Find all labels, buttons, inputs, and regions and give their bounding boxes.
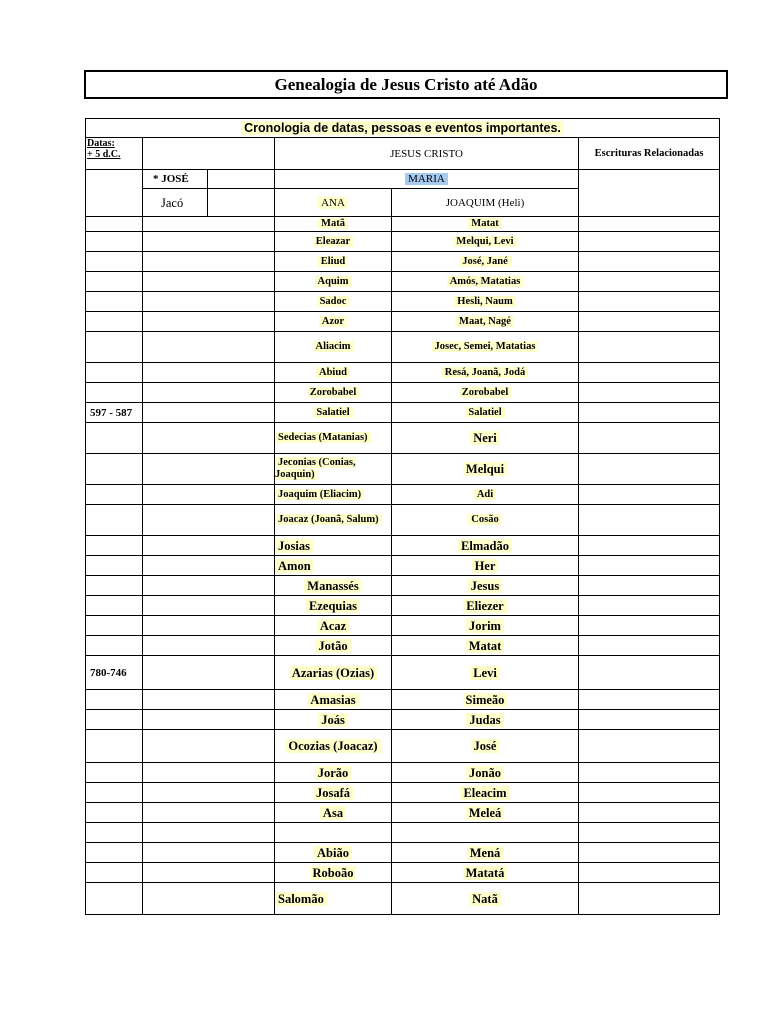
ancestor-name: Adi [474, 489, 496, 500]
date-cell [86, 763, 143, 783]
jose-cell [143, 170, 208, 189]
ancestor-cell-mary-line [392, 312, 579, 332]
banner-row [86, 119, 720, 138]
scriptures-cell [579, 485, 720, 505]
genealogy-row [86, 690, 720, 710]
scriptures-cell [579, 730, 720, 763]
scriptures-cell [579, 312, 720, 332]
empty-cell [143, 217, 275, 232]
date-cell [86, 783, 143, 803]
date-cell [86, 454, 143, 485]
ancestor-cell-mary-line [392, 883, 579, 915]
empty-cell [143, 576, 275, 596]
ana-label: ANA [318, 197, 348, 209]
genealogy-row [86, 536, 720, 556]
ancestor-cell-mary-line [392, 485, 579, 505]
date-cell: 597 - 587 [86, 403, 143, 423]
ancestor-cell-mary-line [392, 763, 579, 783]
ancestor-name: Ezequias [306, 599, 360, 613]
ancestor-name: Her [472, 559, 499, 573]
ancestor-cell-joseph-line [275, 485, 392, 505]
genealogy-row [86, 217, 720, 232]
genealogy-row [86, 616, 720, 636]
ancestor-cell-mary-line [392, 292, 579, 312]
ancestor-cell-joseph-line [275, 636, 392, 656]
ancestor-cell-joseph-line [275, 252, 392, 272]
date-cell [86, 332, 143, 363]
ancestor-cell-mary-line [392, 783, 579, 803]
genealogy-row [86, 403, 720, 423]
empty-cell [143, 763, 275, 783]
ancestor-name: Cosão [468, 514, 501, 525]
scriptures-cell [579, 292, 720, 312]
scriptures-cell [579, 710, 720, 730]
ancestor-name: Jeconias (Conias, Joaquin) [275, 457, 356, 480]
ancestor-name: Salatiel [465, 407, 504, 418]
date-cell [86, 616, 143, 636]
scriptures-cell [579, 403, 720, 423]
ancestor-cell-joseph-line [275, 403, 392, 423]
ancestor-name: Abiud [316, 367, 350, 378]
scriptures-cell [579, 332, 720, 363]
ancestor-name: Elmadão [458, 539, 512, 553]
empty-cell [143, 423, 275, 454]
empty-cell [143, 505, 275, 536]
genealogy-row [86, 710, 720, 730]
ancestor-name: Melqui [463, 462, 507, 476]
ancestor-cell-joseph-line [275, 710, 392, 730]
empty-cell [143, 710, 275, 730]
genealogy-row [86, 636, 720, 656]
genealogy-row [86, 332, 720, 363]
scriptures-cell [579, 690, 720, 710]
ancestor-name: Joás [318, 713, 348, 727]
scriptures-cell [579, 232, 720, 252]
ancestor-name: Hesli, Naum [454, 296, 515, 307]
genealogy-row [86, 763, 720, 783]
ancestor-cell-mary-line [392, 596, 579, 616]
chronology-banner-text: Cronologia de datas, pessoas e eventos importantes. [241, 121, 564, 135]
ancestor-cell-joseph-line [275, 803, 392, 823]
ancestor-cell-mary-line [392, 332, 579, 363]
empty-cell [143, 312, 275, 332]
ancestor-name: Josias [275, 539, 313, 553]
date-cell [86, 636, 143, 656]
dates-cell [86, 170, 143, 217]
ancestor-cell-joseph-line [275, 312, 392, 332]
scriptures-cell [579, 616, 720, 636]
genealogy-row [86, 423, 720, 454]
ancestor-cell-mary-line [392, 454, 579, 485]
jesus-cristo-header [275, 138, 579, 170]
ancestor-name: Aliacim [313, 341, 354, 352]
ancestor-cell-joseph-line [275, 217, 392, 232]
scriptures-cell [579, 423, 720, 454]
genealogy-row [86, 556, 720, 576]
scriptures-cell [579, 217, 720, 232]
jose-label: * JOSÉ [153, 173, 189, 185]
scriptures-cell [579, 823, 720, 843]
date-cell [86, 363, 143, 383]
maria-label: MARIA [405, 173, 448, 185]
date-cell [86, 710, 143, 730]
jesus-cristo-label: JESUS CRISTO [390, 147, 463, 160]
date-cell [86, 217, 143, 232]
ancestor-name: Aquim [315, 276, 352, 287]
ancestor-cell-joseph-line [275, 863, 392, 883]
ancestor-name: Eliud [318, 256, 349, 267]
ancestor-name: Resá, Joanã, Jodá [442, 367, 529, 378]
ancestor-cell-mary-line [392, 272, 579, 292]
ancestor-cell-joseph-line [275, 454, 392, 485]
ancestor-cell-mary-line [392, 576, 579, 596]
ancestor-name: Sedecias (Matanias) [275, 432, 371, 443]
jaco-label: Jacó [161, 195, 184, 210]
ancestor-name: Jonão [466, 766, 504, 780]
date-cell [86, 272, 143, 292]
ancestor-name: Jesus [468, 579, 502, 593]
scriptures-cell [579, 252, 720, 272]
ancestor-cell-mary-line [392, 363, 579, 383]
ancestor-cell-joseph-line [275, 505, 392, 536]
ancestor-name: Jotão [315, 639, 350, 653]
genealogy-row [86, 656, 720, 690]
empty-cell [143, 272, 275, 292]
date-cell [86, 883, 143, 915]
date-cell [86, 730, 143, 763]
empty-cell [143, 636, 275, 656]
ancestor-cell-mary-line [392, 556, 579, 576]
genealogy-row [86, 505, 720, 536]
empty-cell [143, 292, 275, 312]
date-cell [86, 485, 143, 505]
scriptures-cell [579, 636, 720, 656]
ancestor-cell-joseph-line [275, 656, 392, 690]
scriptures-cell [579, 656, 720, 690]
ancestor-cell-joseph-line [275, 576, 392, 596]
document-title-text: Genealogia de Jesus Cristo até Adão [274, 74, 538, 94]
genealogy-row [86, 312, 720, 332]
ancestor-name: Matatá [463, 866, 508, 880]
empty-cell [143, 783, 275, 803]
ancestor-cell-joseph-line [275, 292, 392, 312]
empty-cell [143, 690, 275, 710]
date-cell [86, 252, 143, 272]
ancestor-name: José, Jané [459, 256, 511, 267]
ancestor-cell-mary-line [392, 505, 579, 536]
ancestor-cell-joseph-line [275, 596, 392, 616]
date-cell [86, 690, 143, 710]
ancestor-name: Natã [469, 892, 501, 906]
empty-cell [143, 332, 275, 363]
scriptures-cell [579, 576, 720, 596]
ancestor-name: Eleacim [460, 786, 509, 800]
empty-cell [143, 403, 275, 423]
document-title [84, 70, 728, 99]
empty-cell [143, 485, 275, 505]
ana-cell [275, 189, 392, 217]
genealogy-row [86, 596, 720, 616]
ancestor-cell-joseph-line [275, 383, 392, 403]
genealogy-row [86, 783, 720, 803]
ancestor-cell-mary-line [392, 232, 579, 252]
ancestor-name: Matat [466, 639, 505, 653]
genealogy-row [86, 363, 720, 383]
date-cell [86, 843, 143, 863]
ancestor-name: Salomão [275, 892, 327, 906]
genealogy-row [86, 576, 720, 596]
ancestor-name: Acaz [317, 619, 349, 633]
empty-cell [143, 803, 275, 823]
ancestor-name: Judas [466, 713, 503, 727]
dates-header-offset: + 5 d.C. [87, 149, 121, 160]
genealogy-row [86, 730, 720, 763]
scriptures-cell [579, 505, 720, 536]
ancestor-cell-mary-line [392, 690, 579, 710]
date-cell [86, 576, 143, 596]
genealogy-row [86, 485, 720, 505]
date-cell [86, 383, 143, 403]
ancestor-name: Josec, Semei, Matatias [432, 341, 539, 352]
empty-cell [143, 556, 275, 576]
genealogy-row [86, 383, 720, 403]
empty-cell [143, 883, 275, 915]
ancestor-name: Matat [468, 218, 501, 229]
ancestor-name: Amós, Matatias [447, 276, 524, 287]
scriptures-cell [579, 363, 720, 383]
date-cell [86, 823, 143, 843]
genealogy-row [86, 843, 720, 863]
scriptures-cell [579, 783, 720, 803]
ancestor-name: Levi [470, 666, 500, 680]
ancestor-cell-mary-line [392, 536, 579, 556]
genealogy-row [86, 232, 720, 252]
date-cell [86, 312, 143, 332]
date-cell [86, 863, 143, 883]
header-empty-cell [143, 138, 275, 170]
ancestor-name: Manassés [304, 579, 361, 593]
ancestor-cell-joseph-line [275, 332, 392, 363]
ancestor-name: Abião [314, 846, 352, 860]
empty-cell [143, 596, 275, 616]
genealogy-row [86, 292, 720, 312]
ancestor-name: Asa [320, 806, 346, 820]
scriptures-cell [579, 383, 720, 403]
genealogy-row [86, 272, 720, 292]
scriptures-cell [579, 170, 720, 217]
ancestor-cell-joseph-line [275, 556, 392, 576]
date-cell [86, 596, 143, 616]
ancestor-cell-joseph-line [275, 690, 392, 710]
dates-header-cell [86, 138, 143, 170]
date-cell [86, 505, 143, 536]
genealogy-row [86, 863, 720, 883]
ancestor-cell-mary-line [392, 423, 579, 454]
ancestor-cell-joseph-line [275, 730, 392, 763]
empty-cell [143, 536, 275, 556]
ancestor-cell-mary-line [392, 863, 579, 883]
ancestor-name: Sadoc [317, 296, 350, 307]
date-cell [86, 803, 143, 823]
scriptures-cell [579, 803, 720, 823]
ancestor-name: Amasias [307, 693, 358, 707]
empty-cell [143, 863, 275, 883]
empty-cell [143, 252, 275, 272]
ancestor-cell-joseph-line [275, 883, 392, 915]
empty-cell [208, 189, 275, 217]
ancestor-cell-mary-line [392, 636, 579, 656]
ancestor-name: Meleá [466, 806, 505, 820]
empty-cell [143, 843, 275, 863]
ancestor-cell-mary-line [392, 823, 579, 843]
date-cell: 780-746 [86, 656, 143, 690]
scriptures-cell [579, 843, 720, 863]
genealogy-row [86, 454, 720, 485]
scriptures-cell [579, 536, 720, 556]
ancestor-cell-mary-line [392, 252, 579, 272]
ancestor-name: Joacaz (Joanã, Salum) [275, 514, 382, 525]
ancestor-cell-joseph-line [275, 616, 392, 636]
scriptures-cell [579, 883, 720, 915]
empty-cell [143, 363, 275, 383]
genealogy-table [85, 118, 720, 915]
ancestor-name: Salatiel [313, 407, 352, 418]
date-cell [86, 423, 143, 454]
scriptures-cell [579, 454, 720, 485]
genealogy-row [86, 252, 720, 272]
joaquim-label: JOAQUIM (Heli) [445, 196, 525, 209]
ancestor-cell-mary-line [392, 383, 579, 403]
scriptures-cell [579, 556, 720, 576]
ancestor-cell-joseph-line [275, 423, 392, 454]
ancestor-name: Matã [318, 218, 348, 229]
ancestor-name: Eliezer [463, 599, 506, 613]
ancestor-name: Amon [275, 559, 314, 573]
ancestor-name: Zorobabel [459, 387, 511, 398]
genealogy-row [86, 823, 720, 843]
empty-cell [208, 170, 275, 189]
scriptures-cell [579, 596, 720, 616]
ancestor-cell-joseph-line [275, 363, 392, 383]
empty-cell [143, 616, 275, 636]
genealogy-row [86, 883, 720, 915]
ancestor-name: Neri [470, 431, 500, 445]
ancestor-cell-joseph-line [275, 536, 392, 556]
ancestor-cell-joseph-line [275, 843, 392, 863]
date-cell [86, 232, 143, 252]
ancestor-name: Maat, Nagé [456, 316, 514, 327]
genealogy-row [86, 803, 720, 823]
genealogy-table-wrapper [85, 118, 719, 915]
ancestor-name: Roboão [310, 866, 357, 880]
joaquim-cell [392, 189, 579, 217]
scriptures-cell [579, 763, 720, 783]
ancestor-name: Josafá [313, 786, 353, 800]
date-cell [86, 536, 143, 556]
ancestor-name: Jorim [466, 619, 504, 633]
ancestor-name: Azarias (Ozias) [289, 666, 377, 680]
ancestor-cell-mary-line [392, 843, 579, 863]
ancestor-name: Zorobabel [307, 387, 359, 398]
ancestor-cell-mary-line [392, 217, 579, 232]
scriptures-header [579, 138, 720, 170]
scriptures-cell [579, 272, 720, 292]
empty-cell [143, 823, 275, 843]
ancestor-name: José [471, 739, 500, 753]
jose-maria-row [86, 170, 720, 189]
ancestor-cell-mary-line [392, 616, 579, 636]
ancestor-name: Mená [467, 846, 504, 860]
scriptures-cell [579, 863, 720, 883]
ancestor-cell-joseph-line [275, 763, 392, 783]
date-cell [86, 292, 143, 312]
ancestor-cell-joseph-line [275, 783, 392, 803]
chronology-banner [86, 119, 720, 138]
ancestor-name: Jorão [315, 766, 352, 780]
ancestor-cell-mary-line [392, 803, 579, 823]
ancestor-name: Ocozias (Joacaz) [285, 739, 380, 753]
ancestor-name: Joaquim (Eliacim) [275, 489, 364, 500]
date-cell [86, 556, 143, 576]
ancestor-cell-mary-line [392, 656, 579, 690]
ancestor-name: Azor [319, 316, 347, 327]
ancestor-cell-joseph-line [275, 272, 392, 292]
ancestor-name: Melqui, Levi [453, 236, 516, 247]
ancestor-cell-mary-line [392, 403, 579, 423]
ancestor-cell-joseph-line [275, 823, 392, 843]
empty-cell [143, 232, 275, 252]
ancestor-cell-mary-line [392, 730, 579, 763]
header-row [86, 138, 720, 170]
ancestor-cell-mary-line [392, 710, 579, 730]
ancestor-name: Simeão [463, 693, 508, 707]
empty-cell [143, 730, 275, 763]
jaco-cell [143, 189, 208, 217]
empty-cell [143, 383, 275, 403]
maria-cell [275, 170, 579, 189]
scriptures-header-label: Escrituras Relacionadas [594, 147, 704, 159]
ancestor-cell-joseph-line [275, 232, 392, 252]
dates-header-label: Datas: [87, 138, 115, 149]
ancestor-name: Eleazar [313, 236, 353, 247]
empty-cell [143, 656, 275, 690]
empty-cell [143, 454, 275, 485]
